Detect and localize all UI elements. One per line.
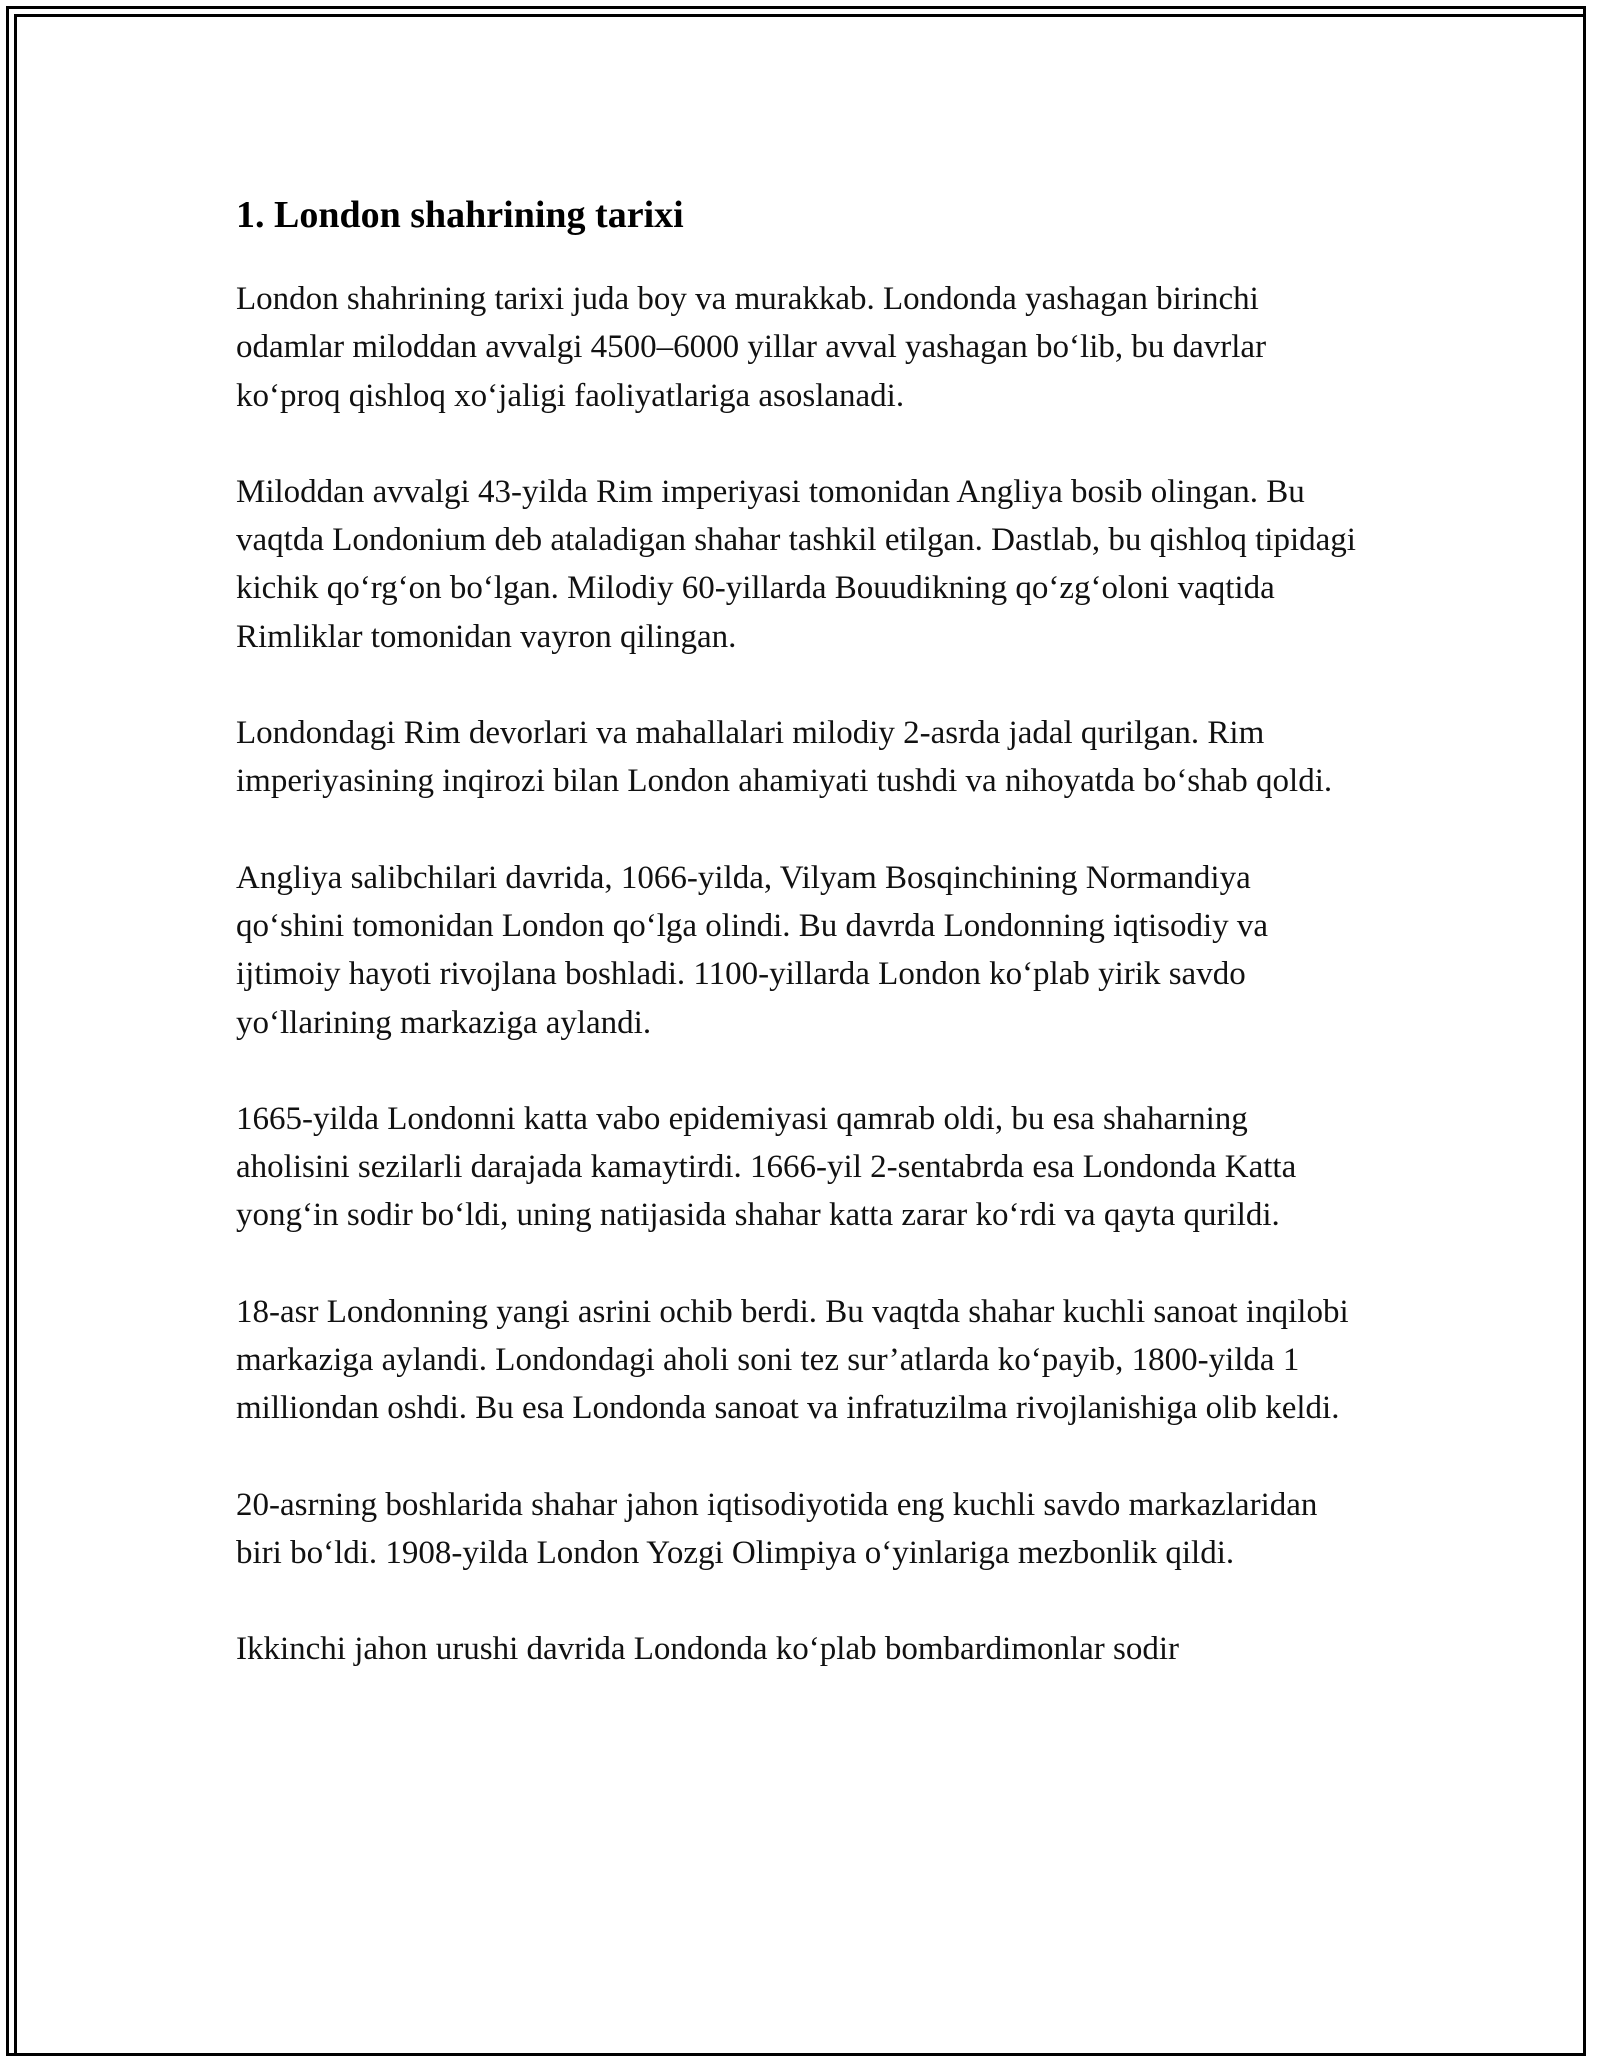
- document-body: [236, 185, 1366, 1722]
- paragraph-7: 20-asrning boshlarida shahar jahon iqtisodiyotida eng kuchli savdo markazlaridan biri bo‘ldi. 1908-yilda London Yozgi Olimpiya o‘yinlariga mezbonlik qildi.: [236, 1486, 1318, 1571]
- paragraph-3: Londondagi Rim devorlari va mahallalari milodiy 2-asrda jadal qurilgan. Rim imperiyasining inqirozi bilan London ahamiyati tushdi va nihoyatda bo‘shab qoldi.: [236, 715, 1333, 800]
- paragraph-1: London shahrining tarixi juda boy va murakkab. Londonda yashagan birinchi odamlar miloddan avvalgi 4500–6000 yillar avval yashagan bo‘lib, bu davrlar ko‘proq qishloq xo‘jaligi faoliyatlariga asoslanadi.: [236, 281, 1267, 414]
- paragraph-8: Ikkinchi jahon urushi davrida Londonda ko‘plab bombardimonlar sodir: [236, 1631, 1180, 1668]
- paragraph-6: 18-asr Londonning yangi asrini ochib berdi. Bu vaqtda shahar kuchli sanoat inqilobi markaziga aylandi. Londondagi aholi soni tez sur’atlarda ko‘payib, 1800-yilda 1 milliondan oshdi. Bu esa Londonda sanoat va infratuzilma rivojlanishiga olib keldi.: [236, 1293, 1349, 1427]
- paragraph-2: Miloddan avvalgi 43-yilda Rim imperiyasi tomonidan Angliya bosib olingan. Bu vaqtda Londonium deb ataladigan shahar tashkil etilgan. Dastlab, bu qishloq tipidagi kichik qo‘rg‘on bo‘lgan. Milodiy 60-yillarda Bouudikning qo‘zg‘oloni vaqtida Rimliklar tomonidan vayron qilingan.: [236, 473, 1356, 655]
- paragraph-5: 1665-yilda Londonni katta vabo epidemiyasi qamrab oldi, bu esa shaharning aholisini sezilarli darajada kamaytirdi. 1666-yil 2-sentabrda esa Londonda Katta yong‘in sodir bo‘ldi, uning natijasida shahar katta zarar ko‘rdi va qayta qurildi.: [236, 1100, 1297, 1234]
- section-heading: 1. London shahrining tarixi: [236, 194, 684, 236]
- paragraph-4: Angliya salibchilari davrida, 1066-yilda, Vilyam Bosqinchining Normandiya qo‘shini tomonidan London qo‘lga olindi. Bu davrda Londonning iqtisodiy va ijtimoiy hayoti rivojlana boshladi. 1100-yillarda London ko‘plab yirik savdo yo‘llarining markaziga aylandi.: [236, 859, 1269, 1041]
